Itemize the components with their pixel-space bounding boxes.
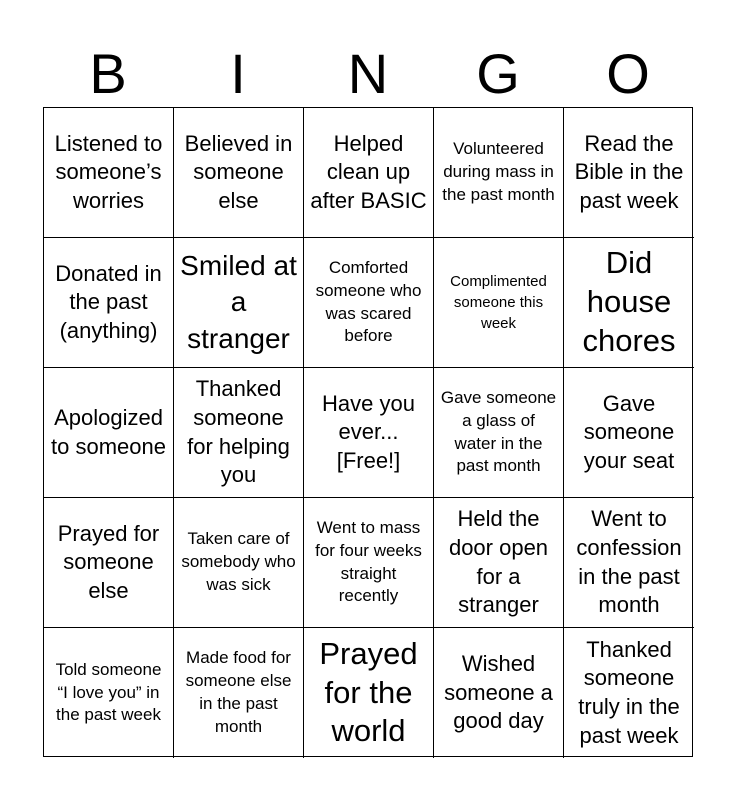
bingo-cell-r4-c3[interactable]: Went to mass for four weeks straight recently xyxy=(304,498,434,628)
header-letter-o: O xyxy=(606,42,650,105)
bingo-cell-r5-c3[interactable]: Prayed for the world xyxy=(304,628,434,758)
bingo-cell-r5-c2[interactable]: Made food for someone else in the past month xyxy=(174,628,304,758)
bingo-header xyxy=(43,40,693,108)
header-letter-g: G xyxy=(476,42,520,105)
bingo-cell-r3-c5[interactable]: Gave someone your seat xyxy=(564,368,694,498)
header-letter-b: B xyxy=(89,42,127,105)
bingo-cell-r5-c5[interactable]: Thanked someone truly in the past week xyxy=(578,636,680,748)
bingo-board xyxy=(43,107,693,757)
bingo-cell-r2-c4[interactable]: Complimented someone this week xyxy=(434,238,564,368)
bingo-cell-r1-c5[interactable]: Read the Bible in the past week xyxy=(564,108,694,238)
bingo-cell-r5-c1[interactable]: Told someone “I love you” in the past week xyxy=(44,628,174,758)
bingo-cell-r2-c3[interactable]: Comforted someone who was scared before xyxy=(304,238,434,368)
bingo-cell-r1-c3[interactable]: Helped clean up after BASIC xyxy=(304,108,434,238)
bingo-cell-r2-c5[interactable]: Did house chores xyxy=(564,238,694,368)
bingo-cell-r4-c2[interactable]: Taken care of somebody who was sick xyxy=(174,498,304,628)
bingo-cell-r5-c4[interactable]: Wished someone a good day xyxy=(434,628,564,758)
bingo-cell-r1-c4[interactable]: Volunteered during mass in the past month xyxy=(434,108,564,238)
bingo-cell-r1-c2[interactable]: Believed in someone else xyxy=(174,108,304,238)
bingo-cell-r4-c1[interactable]: Prayed for someone else xyxy=(44,498,174,628)
bingo-cell-r3-c1[interactable]: Apologized to someone xyxy=(44,368,174,498)
header-letter-i: I xyxy=(230,42,246,105)
bingo-cell-r3-c2[interactable]: Thanked someone for helping you xyxy=(174,368,304,498)
bingo-cell-r4-c5[interactable]: Went to confession in the past month xyxy=(564,498,694,628)
bingo-cell-r1-c1[interactable]: Listened to someone’s worries xyxy=(44,108,174,238)
bingo-cell-r2-c2[interactable]: Smiled at a stranger xyxy=(174,238,304,368)
bingo-cell-r4-c4[interactable]: Held the door open for a stranger xyxy=(434,498,564,628)
bingo-cell-free-space[interactable]: Have you ever... [Free!] xyxy=(304,368,434,498)
bingo-cell-r3-c4[interactable]: Gave someone a glass of water in the past month xyxy=(434,368,564,498)
header-letter-n: N xyxy=(347,42,389,105)
bingo-cell-r2-c1[interactable]: Donated in the past (anything) xyxy=(44,238,174,368)
